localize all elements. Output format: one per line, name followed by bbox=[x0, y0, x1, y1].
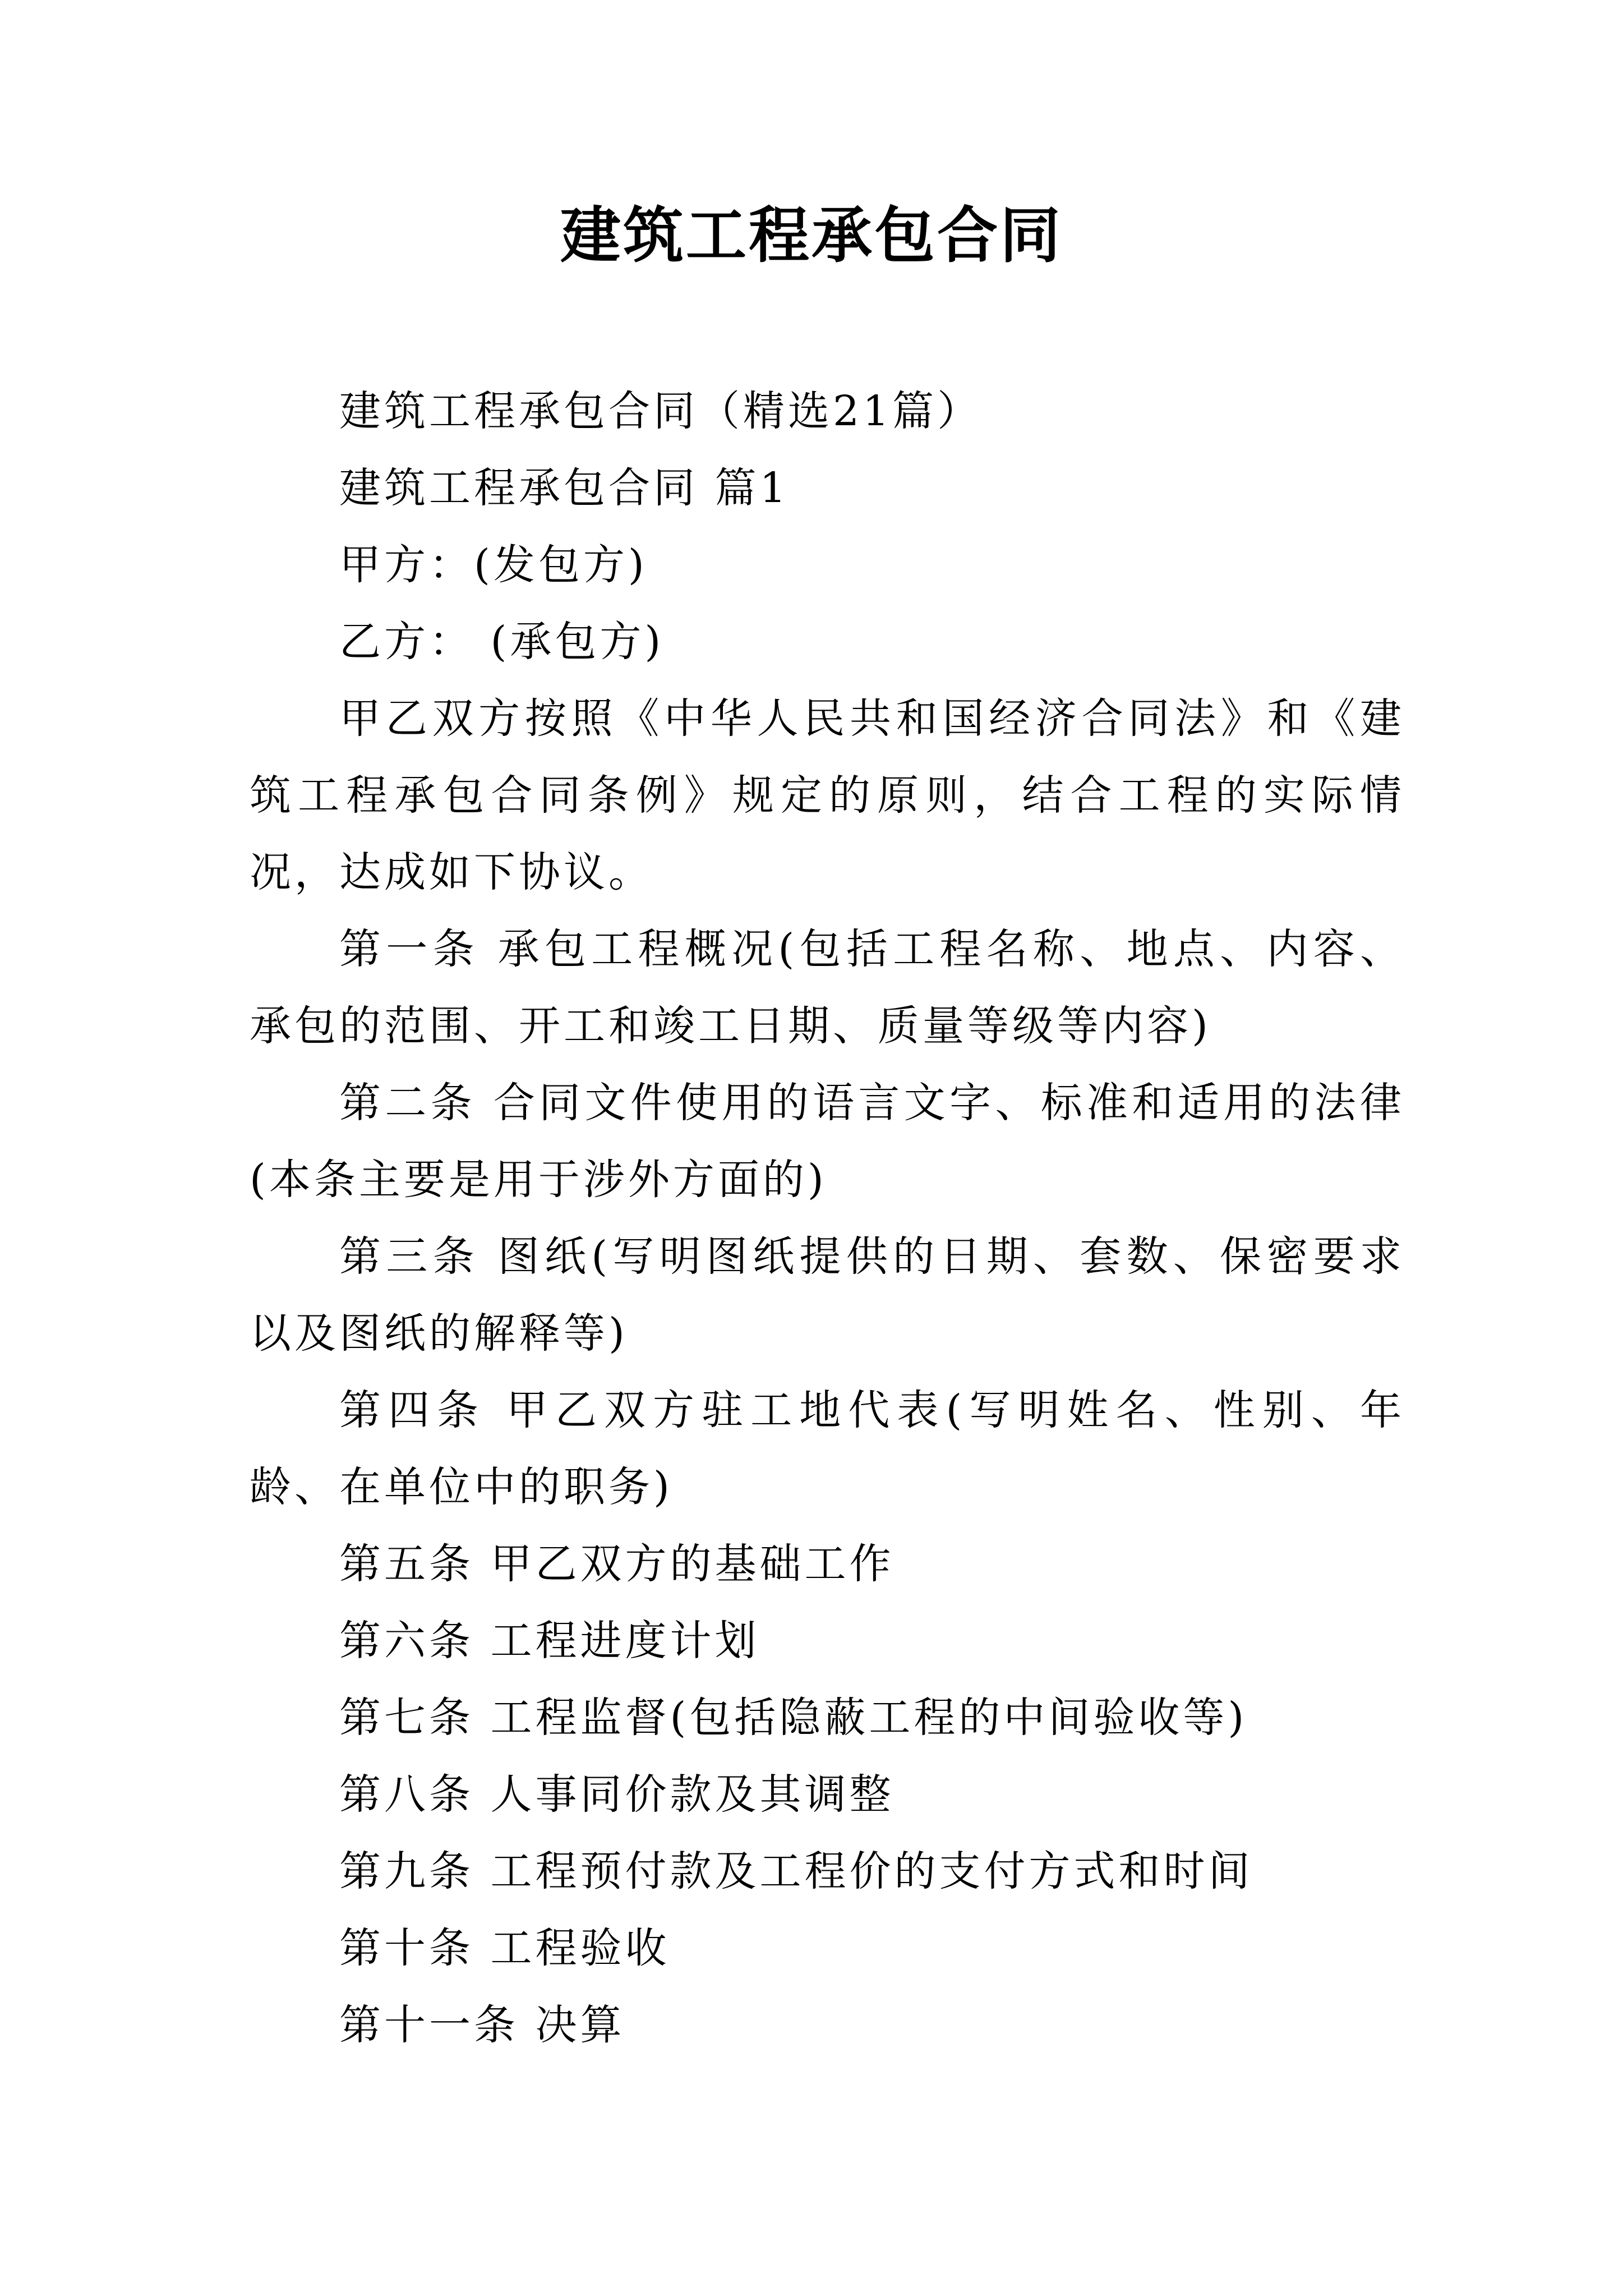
paragraph-subtitle: 建筑工程承包合同（精选21篇） bbox=[339, 387, 983, 435]
clause-5: 第五条 甲乙双方的基础工作 bbox=[339, 1540, 895, 1588]
clause-8: 第八条 人事同价款及其调整 bbox=[339, 1770, 895, 1819]
paragraph-section-heading: 建筑工程承包合同 篇1 bbox=[339, 464, 790, 512]
clause-7: 第七条 工程监督(包括隐蔽工程的中间验收等) bbox=[339, 1694, 1248, 1742]
document-body bbox=[250, 373, 1405, 2064]
clause-9: 第九条 工程预付款及工程价的支付方式和时间 bbox=[339, 1847, 1253, 1895]
paragraph-party-b: 乙方： (承包方) bbox=[339, 618, 665, 666]
page-title: 建筑工程承包合同 bbox=[560, 200, 1063, 271]
clause-6: 第六条 工程进度计划 bbox=[339, 1617, 760, 1665]
clause-11: 第十一条 决算 bbox=[339, 2001, 625, 2049]
clause-2: 第二条 合同文件使用的语言文字、标准和适用的法律(本条主要是用于涉外方面的) bbox=[250, 1079, 1405, 1204]
clause-3: 第三条 图纸(写明图纸提供的日期、套数、保密要求以及图纸的解释等) bbox=[250, 1232, 1405, 1358]
paragraph-preamble: 甲乙双方按照《中华人民共和国经济合同法》和《建筑工程承包合同条例》规定的原则，结合工程的实际情况，达成如下协议。 bbox=[250, 694, 1405, 896]
paragraph-party-a: 甲方：(发包方) bbox=[339, 541, 648, 589]
clause-4: 第四条 甲乙双方驻工地代表(写明姓名、性别、年龄、在单位中的职务) bbox=[250, 1386, 1405, 1511]
clause-1: 第一条 承包工程概况(包括工程名称、地点、内容、承包的范围、开工和竣工日期、质量等级等内容) bbox=[250, 925, 1405, 1050]
clause-10: 第十条 工程验收 bbox=[339, 1924, 670, 1972]
